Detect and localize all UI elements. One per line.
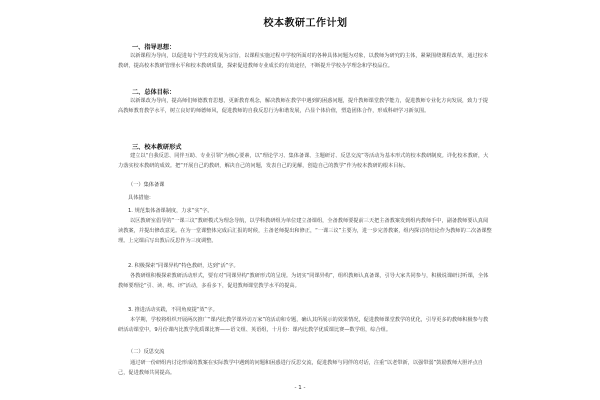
measure-3-title: 3. 推进活动实践，不同角度提“效”字。	[128, 307, 218, 313]
measures-label: 具体措施：	[128, 195, 154, 201]
section-paragraph-goals: 以新课改为导向，提高师们师德教育思想，更新教育观念，解决教师在教学中遇到的困惑问题，提升教师课堂教学能力，促进教师专业化方向发展，致力于提高教师教育教学水平，树立良好的师德师风，促进教师的自我反思行为和谐发展，凸显个体价值，塑造团体合作，形成科研学习新氛围。	[118, 98, 488, 114]
measure-1-text: 以区教研室倡导的“一课三议”教研模式为理念导航，以学科教研组为单位建立备课组，全备教师要提前三天把主备教案发到组内教师手中，副备教师要认真阅读教案，并提出修改意见。在为一堂课整体完成后汇报的时候，主备老师提出和修正，“一课三议”主要为，进一步完善教案，组内探讨的结论作为教师的二次备课整理。上完课后写出教后反思作为三度调整。	[118, 218, 492, 244]
measure-1-title: 1. 规范集体备课制度，力求“实”字。	[128, 208, 213, 214]
measure-2-text: 各教研组积极探索教研活动形式，要有对“同课异构”教研形式的呈现。为切实“同课异构”，组织教师认真备课，引导大家共同参与，积极说课研讨听课，全体教师要理论“引、读、练、评”活动，多看多下，促进教师课堂教学水平的提高。	[118, 273, 489, 289]
section-heading-goals: 二、总体目标：	[132, 89, 176, 96]
subsection-heading-collective-prep: （一）集体备课	[128, 182, 165, 188]
subsection-heading-reflection: （二）反思交流	[128, 349, 165, 355]
measure-3-text: 本学期，学校将组织开展两次推广“课内比教学课外访万家”的活动和专题，确认其所展示的效果情况，促进教师课堂教学的优化，引导更多的教师积极参与教研活动课堂中，9月份课内比教学优质课比赛——语文组、英语组，十月份：课内比教学优质课比赛—数学组，综合组。	[118, 317, 489, 333]
section-paragraph-guiding: 以新课程为导向，以促进每个学生的发展为宗旨，以课程实施过程中学校所面对的各种具体问题为对象，以教师为研究的主体，紧紧围绕课程改革，通过校本教研，提高校本教研管理水平和校本教研质量，探索促进教师专业成长的有效途径，不断提升学校办学理念和学校品位。	[118, 53, 488, 69]
page-number: - 1 -	[294, 385, 306, 391]
reflection-text: 通过研一份研组内讨论形成的教案在实际教学中遇到的问题和困惑进行反思交流，促进教师与同伴的对话，注重“以老带新，以强带弱”鼓励教师大胆评点自己，促进教师共同提高。	[118, 360, 483, 376]
section-paragraph-forms: 建立以“自我反思、同伴互助、专业引领”为核心要素，以“理论学习、集体备课、主题研讨、反思交流”等活动为基本形式的校本教研制度。详化校本教研，大力落实校本教研的成效。把“开展自己的教研，解决自己的问题，发表自己的见解，创造自己的教学”作为校本教研的根本目标。	[118, 153, 489, 169]
section-heading-forms: 三、校本教研形式	[132, 144, 182, 151]
measure-2-title: 2. 积极探索“同课异构”特色教研，达到“活”字。	[128, 263, 239, 269]
document-title: 校本教研工作计划	[263, 18, 348, 29]
section-heading-guiding: 一、指导思想：	[132, 44, 176, 51]
